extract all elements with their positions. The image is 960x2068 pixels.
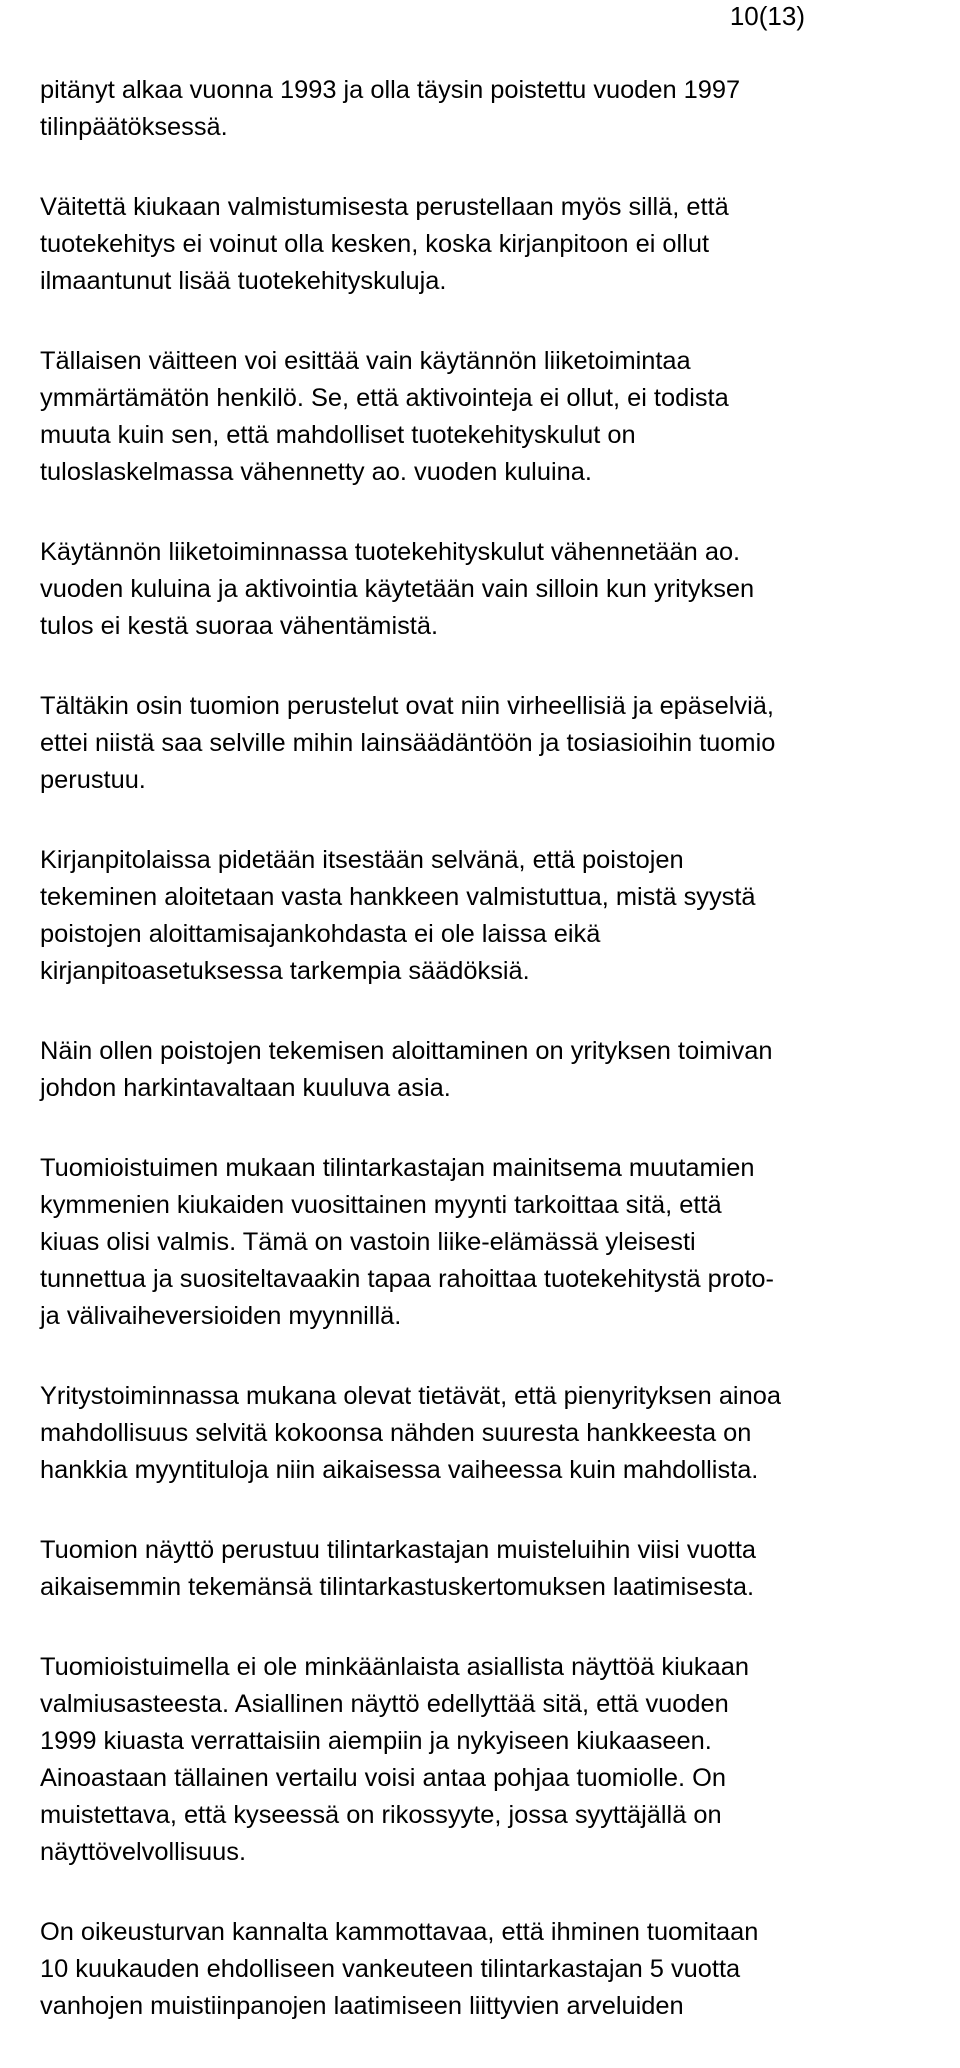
text-line: Näin ollen poistojen tekemisen aloittaminen on yrityksen toimivan: [40, 1037, 773, 1065]
text-line: kiuas olisi valmis. Tämä on vastoin liike-elämässä yleisesti: [40, 1228, 696, 1256]
text-line: Ainoastaan tällainen vertailu voisi antaa pohjaa tuomiolle. On: [40, 1764, 726, 1792]
text-line: 1999 kiuasta verrattaisiin aiempiin ja nykyiseen kiukaaseen.: [40, 1727, 712, 1755]
text-line: Tuomioistuimella ei ole minkäänlaista asiallista näyttöä kiukaan: [40, 1653, 749, 1681]
text-line: Tällaisen väitteen voi esittää vain käytännön liiketoimintaa: [40, 347, 691, 375]
paragraph-3: [40, 343, 940, 491]
text-line: Tuomion näyttö perustuu tilintarkastajan muisteluihin viisi vuotta: [40, 1536, 756, 1564]
text-line: perustuu.: [40, 766, 146, 794]
paragraph-5: [40, 688, 940, 799]
paragraph-7: [40, 1033, 940, 1107]
text-line: tuotekehitys ei voinut olla kesken, koska kirjanpitoon ei ollut: [40, 230, 709, 258]
text-line: Tältäkin osin tuomion perustelut ovat niin virheellisiä ja epäselviä,: [40, 692, 774, 720]
paragraph-8: [40, 1150, 940, 1335]
text-line: muuta kuin sen, että mahdolliset tuotekehityskulut on: [40, 421, 636, 449]
text-line: kirjanpitoasetuksessa tarkempia säädöksiä.: [40, 957, 530, 985]
text-line: Väitettä kiukaan valmistumisesta perustellaan myös sillä, että: [40, 193, 729, 221]
text-line: johdon harkintavaltaan kuuluva asia.: [40, 1074, 451, 1102]
paragraph-2: [40, 189, 940, 300]
text-line: mahdollisuus selvitä kokoonsa nähden suuresta hankkeesta on: [40, 1419, 752, 1447]
text-line: ymmärtämätön henkilö. Se, että aktivointeja ei ollut, ei todista: [40, 384, 729, 412]
page-number: 10(13): [729, 1, 805, 31]
text-line: muistettava, että kyseessä on rikossyyte, jossa syyttäjällä on: [40, 1801, 722, 1829]
text-line: ettei niistä saa selville mihin lainsäädäntöön ja tosiasioihin tuomio: [40, 729, 776, 757]
text-line: valmiusasteesta. Asiallinen näyttö edellyttää sitä, että vuoden: [40, 1690, 729, 1718]
document-body: [40, 72, 940, 2068]
paragraph-1: [40, 72, 940, 146]
text-line: ja välivaiheversioiden myynnillä.: [40, 1302, 402, 1330]
text-line: kymmenien kiukaiden vuosittainen myynti tarkoittaa sitä, että: [40, 1191, 722, 1219]
paragraph-9: [40, 1378, 940, 1489]
text-line: tuloslaskelmassa vähennetty ao. vuoden kuluina.: [40, 458, 592, 486]
text-line: 10 kuukauden ehdolliseen vankeuteen tilintarkastajan 5 vuotta: [40, 1955, 741, 1983]
text-line: hankkia myyntituloja niin aikaisessa vaiheessa kuin mahdollista.: [40, 1456, 759, 1484]
paragraph-11: [40, 1649, 940, 1871]
text-line: pitänyt alkaa vuonna 1993 ja olla täysin poistettu vuoden 1997: [40, 76, 741, 104]
text-line: tunnettua ja suositeltavaakin tapaa rahoittaa tuotekehitystä proto-: [40, 1265, 774, 1293]
text-line: Tuomioistuimen mukaan tilintarkastajan mainitsema muutamien: [40, 1154, 755, 1182]
text-line: poistojen aloittamisajankohdasta ei ole laissa eikä: [40, 920, 601, 948]
text-line: ilmaantunut lisää tuotekehityskuluja.: [40, 267, 447, 295]
text-line: tekeminen aloitetaan vasta hankkeen valmistuttua, mistä syystä: [40, 883, 756, 911]
paragraph-6: [40, 842, 940, 990]
text-line: Kirjanpitolaissa pidetään itsestään selvänä, että poistojen: [40, 846, 684, 874]
paragraph-10: [40, 1532, 940, 1606]
text-line: aikaisemmin tekemänsä tilintarkastuskertomuksen laatimisesta.: [40, 1573, 755, 1601]
text-line: tulos ei kestä suoraa vähentämistä.: [40, 612, 439, 640]
paragraph-4: [40, 534, 940, 645]
text-line: Käytännön liiketoiminnassa tuotekehityskulut vähennetään ao.: [40, 538, 741, 566]
text-line: näyttövelvollisuus.: [40, 1838, 247, 1866]
text-line: vanhojen muistiinpanojen laatimiseen liittyvien arveluiden: [40, 1992, 684, 2020]
text-line: Yritystoiminnassa mukana olevat tietävät, että pienyrityksen ainoa: [40, 1382, 781, 1410]
text-line: On oikeusturvan kannalta kammottavaa, että ihminen tuomitaan: [40, 1918, 759, 1946]
text-line: vuoden kuluina ja aktivointia käytetään vain silloin kun yrityksen: [40, 575, 755, 603]
text-line: tilinpäätöksessä.: [40, 113, 228, 141]
paragraph-12: [40, 1914, 940, 2025]
